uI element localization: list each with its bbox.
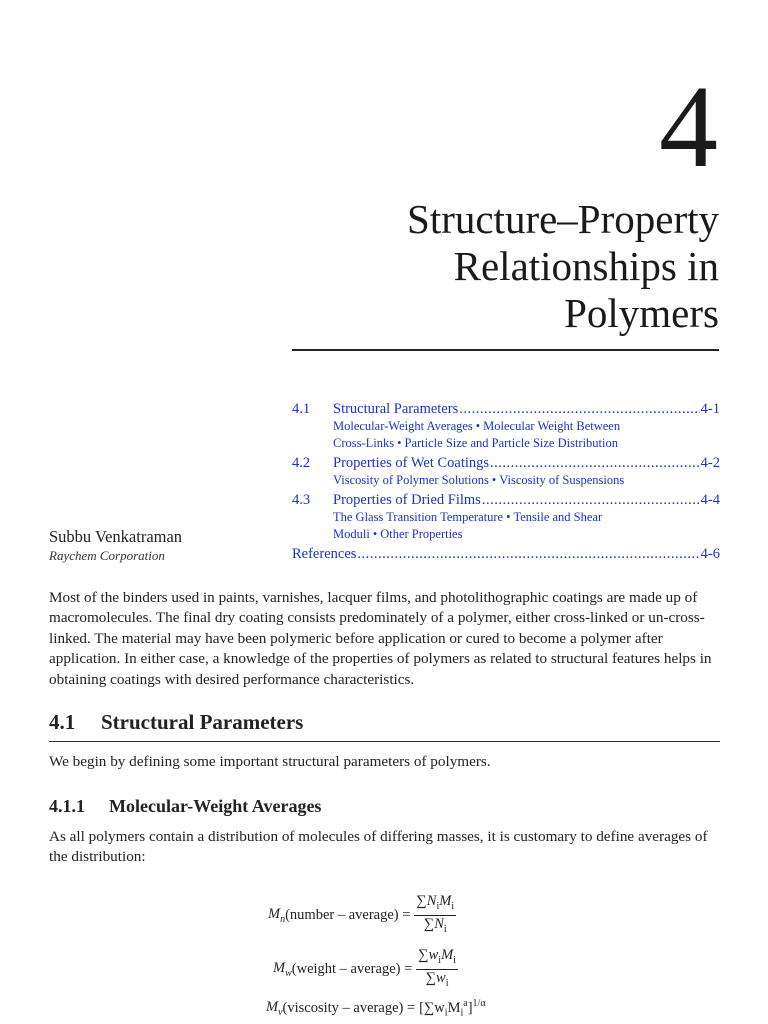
toc-subtopics: [333, 435, 720, 452]
chapter-title-line: Polymers: [564, 290, 719, 336]
toc-title-link[interactable]: Properties of Wet Coatings: [333, 455, 490, 471]
bullet-separator: •: [475, 419, 481, 433]
toc-subtopic-link[interactable]: Molecular Weight Between: [483, 419, 621, 433]
section-number: 4.1: [49, 710, 76, 734]
toc-subtopic-link[interactable]: Viscosity of Polymer Solutions: [333, 473, 489, 487]
toc-subtopic-link[interactable]: Viscosity of Suspensions: [499, 473, 625, 487]
bullet-separator: •: [491, 473, 497, 487]
bullet-separator: •: [372, 527, 378, 541]
equation-fraction: $\frac{\sum N_iM_i}{\sum N_i}$: [416, 893, 455, 935]
equation-label: (weight – average) =: [291, 960, 413, 977]
section-divider: [49, 741, 720, 742]
toc-subtopic-link[interactable]: Cross-Links: [333, 436, 395, 450]
bullet-separator: •: [506, 510, 511, 524]
author-name: Subbu Venkatraman: [49, 527, 183, 546]
section-paragraph: We begin by defining some important structural parameters of polymers.: [49, 753, 491, 770]
toc-leader-dots: [357, 545, 699, 563]
subsection-number: 4.1.1: [49, 796, 85, 816]
equation-lhs: $M_n$: [268, 905, 286, 925]
toc-number: 4.1: [292, 401, 311, 417]
toc-page-link[interactable]: 4-1: [700, 401, 720, 417]
subsection-title: Molecular-Weight Averages: [109, 796, 322, 816]
toc-subtopic-link[interactable]: Molecular-Weight Averages: [333, 419, 473, 433]
toc-entry[interactable]: [292, 400, 720, 452]
equation-weight-average: [273, 947, 458, 992]
toc-subtopics: [333, 418, 720, 435]
toc-page-link[interactable]: 4-6: [700, 546, 720, 562]
section-title: Structural Parameters: [101, 710, 304, 734]
equation-fraction: $\frac{\sum w_iM_i}{\sum w_i}$: [418, 947, 456, 989]
toc-subtopic-link[interactable]: Other Properties: [380, 527, 463, 541]
toc-subtopics: [333, 509, 720, 526]
chapter-title: [407, 196, 719, 337]
toc-page-link[interactable]: 4-2: [700, 455, 720, 471]
bullet-separator: •: [397, 436, 402, 450]
author-affiliation: Raychem Corporation: [49, 548, 165, 563]
toc-subtopics: [333, 526, 720, 543]
subsection-paragraph: As all polymers contain a distribution of molecules of differing masses, it is customary to define averages of the distribution:: [49, 828, 708, 866]
equation-lhs: $M_w$: [273, 959, 292, 979]
toc-entry[interactable]: [292, 454, 720, 489]
toc-number: 4.2: [292, 455, 311, 471]
toc-subtopic-link[interactable]: Tensile and Shear: [513, 510, 603, 524]
equation-label: (viscosity – average) =: [282, 999, 416, 1016]
chapter-title-line: Relationships in: [453, 243, 719, 289]
toc-title-link[interactable]: Properties of Dried Films: [333, 492, 481, 508]
equation-lhs: $M_v$: [266, 998, 283, 1018]
toc-leader-dots: [459, 400, 699, 418]
toc-entry[interactable]: [292, 545, 720, 563]
toc-number: 4.3: [292, 492, 311, 508]
equation-number-average: [268, 893, 456, 938]
chapter-title-line: Structure–Property: [407, 196, 719, 242]
chapter-number: 4: [659, 61, 718, 192]
toc-title-link[interactable]: References: [292, 546, 357, 562]
toc-entry[interactable]: [292, 491, 720, 543]
toc-leader-dots: [482, 491, 700, 509]
table-of-contents: [292, 400, 720, 565]
intro-paragraph: Most of the binders used in paints, varnishes, lacquer films, and photolithographic coatings are made up of macromolecules. The final dry coating consists predominately of a polymer, either cross-linked or un-cross-linked. The material may have been polymeric before application or cured to become a polymer after application. In either case, a knowledge of the properties of polymers as related to structural features helps in obtaining coatings with desired performance characteristics.: [49, 589, 712, 688]
toc-subtopic-link[interactable]: Moduli: [333, 527, 370, 541]
title-divider: [292, 349, 719, 351]
toc-title-link[interactable]: Structural Parameters: [333, 401, 459, 417]
toc-subtopic-link[interactable]: The Glass Transition Temperature: [333, 510, 504, 524]
section-heading: [49, 710, 303, 735]
toc-subtopics: [333, 472, 720, 489]
subsection-heading: [49, 796, 321, 817]
equation-label: (number – average) =: [285, 906, 411, 923]
equation-rhs: $[\sum w_iM_i^a]^{1/\alpha}$: [419, 998, 486, 1019]
toc-leader-dots: [490, 454, 700, 472]
toc-subtopic-link[interactable]: Particle Size and Particle Size Distribution: [404, 436, 619, 450]
equation-viscosity-average: [266, 998, 486, 1019]
toc-page-link[interactable]: 4-4: [700, 492, 720, 508]
